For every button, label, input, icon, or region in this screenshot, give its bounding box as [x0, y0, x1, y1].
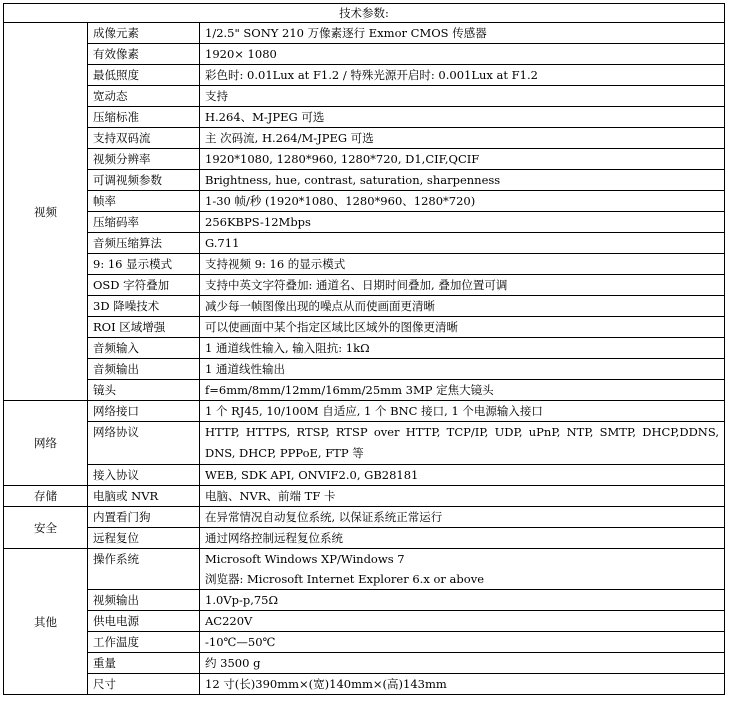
- param-value: 1 通道线性输入, 输入阻抗: 1kΩ: [200, 338, 725, 359]
- param-label: 网络接口: [88, 401, 200, 422]
- param-value: 1-30 帧/秒 (1920*1080、1280*960、1280*720): [200, 191, 725, 212]
- param-value: 256KBPS-12Mbps: [200, 212, 725, 233]
- param-value-secondary: 浏览器: Microsoft Internet Explorer 6.x or above: [200, 569, 725, 590]
- param-label: 压缩标准: [88, 107, 200, 128]
- param-value: HTTP, HTTPS, RTSP, RTSP over HTTP, TCP/IP, UDP, uPnP, NTP, SMTP, DHCP,DDNS, DNS, DHCP, PPPoE, FTP 等: [200, 422, 725, 465]
- param-value: -10℃—50℃: [200, 632, 725, 653]
- param-label: 供电电源: [88, 611, 200, 632]
- param-value: 主 次码流, H.264/M-JPEG 可选: [200, 128, 725, 149]
- param-value: Brightness, hue, contrast, saturation, sharpenness: [200, 170, 725, 191]
- param-value: 支持中英文字符叠加: 通道名、日期时间叠加, 叠加位置可调: [200, 275, 725, 296]
- param-value: G.711: [200, 233, 725, 254]
- param-label: 网络协议: [88, 422, 200, 465]
- param-label: 接入协议: [88, 465, 200, 486]
- table-row: [4, 191, 725, 212]
- category-cell: 视频: [4, 23, 88, 401]
- param-label: 9: 16 显示模式: [88, 254, 200, 275]
- table-row: [4, 317, 725, 338]
- param-value: f=6mm/8mm/12mm/16mm/25mm 3MP 定焦大镜头: [200, 380, 725, 401]
- param-value: 1/2.5" SONY 210 万像素逐行 Exmor CMOS 传感器: [200, 23, 725, 44]
- param-label: OSD 字符叠加: [88, 275, 200, 296]
- param-label: 尺寸: [88, 674, 200, 695]
- table-row: [4, 611, 725, 632]
- spec-table: [3, 3, 725, 695]
- table-row: [4, 528, 725, 549]
- param-label: 压缩码率: [88, 212, 200, 233]
- param-label: 镜头: [88, 380, 200, 401]
- category-cell: 网络: [4, 401, 88, 486]
- param-value: 12 寸(长)390mm×(宽)140mm×(高)143mm: [200, 674, 725, 695]
- param-value: 1.0Vp-p,75Ω: [200, 590, 725, 611]
- table-row: [4, 632, 725, 653]
- table-row: [4, 674, 725, 695]
- param-label: ROI 区域增强: [88, 317, 200, 338]
- table-title: 技术参数:: [4, 4, 725, 23]
- param-value: 在异常情况自动复位系统, 以保证系统正常运行: [200, 507, 725, 528]
- category-cell: 安全: [4, 507, 88, 549]
- table-row: [4, 653, 725, 674]
- param-value: 电脑、NVR、前端 TF 卡: [200, 486, 725, 507]
- table-row: [4, 338, 725, 359]
- param-value: 减少每一帧图像出现的噪点从而使画面更清晰: [200, 296, 725, 317]
- param-label: 宽动态: [88, 86, 200, 107]
- param-label: 3D 降噪技术: [88, 296, 200, 317]
- param-label: 视频分辨率: [88, 149, 200, 170]
- table-row: [4, 149, 725, 170]
- param-label: 电脑或 NVR: [88, 486, 200, 507]
- table-row: [4, 233, 725, 254]
- param-label: 音频输出: [88, 359, 200, 380]
- table-row: [4, 590, 725, 611]
- table-row: [4, 212, 725, 233]
- param-label: 帧率: [88, 191, 200, 212]
- table-row: [4, 549, 725, 570]
- param-value: 彩色时: 0.01Lux at F1.2 / 特殊光源开启时: 0.001Lux at F1.2: [200, 65, 725, 86]
- param-label: 有效像素: [88, 44, 200, 65]
- param-label: 音频压缩算法: [88, 233, 200, 254]
- table-row: [4, 486, 725, 507]
- table-row: [4, 65, 725, 86]
- table-row: [4, 275, 725, 296]
- param-label: 可调视频参数: [88, 170, 200, 191]
- category-cell: 存储: [4, 486, 88, 507]
- table-row: [4, 44, 725, 65]
- param-value: 1920*1080, 1280*960, 1280*720, D1,CIF,QCIF: [200, 149, 725, 170]
- param-label: 视频输出: [88, 590, 200, 611]
- param-value: 1 个 RJ45, 10/100M 自适应, 1 个 BNC 接口, 1 个电源输入接口: [200, 401, 725, 422]
- param-value: 支持视频 9: 16 的显示模式: [200, 254, 725, 275]
- table-row: [4, 128, 725, 149]
- param-label: 工作温度: [88, 632, 200, 653]
- param-value: AC220V: [200, 611, 725, 632]
- table-row: [4, 359, 725, 380]
- param-value: WEB, SDK API, ONVIF2.0, GB28181: [200, 465, 725, 486]
- param-label: 成像元素: [88, 23, 200, 44]
- param-value: 支持: [200, 86, 725, 107]
- category-cell: 其他: [4, 549, 88, 695]
- table-row: [4, 86, 725, 107]
- param-label: 重量: [88, 653, 200, 674]
- param-label: 最低照度: [88, 65, 200, 86]
- table-row: [4, 380, 725, 401]
- param-value: Microsoft Windows XP/Windows 7: [200, 549, 725, 570]
- table-row: [4, 465, 725, 486]
- param-value: H.264、M-JPEG 可选: [200, 107, 725, 128]
- table-row: [4, 107, 725, 128]
- param-value: 1920× 1080: [200, 44, 725, 65]
- title-row: [4, 4, 725, 23]
- param-label: 内置看门狗: [88, 507, 200, 528]
- table-row: [4, 507, 725, 528]
- param-label: 支持双码流: [88, 128, 200, 149]
- param-label: 操作系统: [88, 549, 200, 590]
- table-row: [4, 170, 725, 191]
- param-value: 可以使画面中某个指定区域比区域外的图像更清晰: [200, 317, 725, 338]
- param-value: 1 通道线性输出: [200, 359, 725, 380]
- param-label: 远程复位: [88, 528, 200, 549]
- param-label: 音频输入: [88, 338, 200, 359]
- table-row: [4, 23, 725, 44]
- table-row: [4, 401, 725, 422]
- table-row: [4, 296, 725, 317]
- param-value: 通过网络控制远程复位系统: [200, 528, 725, 549]
- param-value: 约 3500 g: [200, 653, 725, 674]
- table-row: [4, 254, 725, 275]
